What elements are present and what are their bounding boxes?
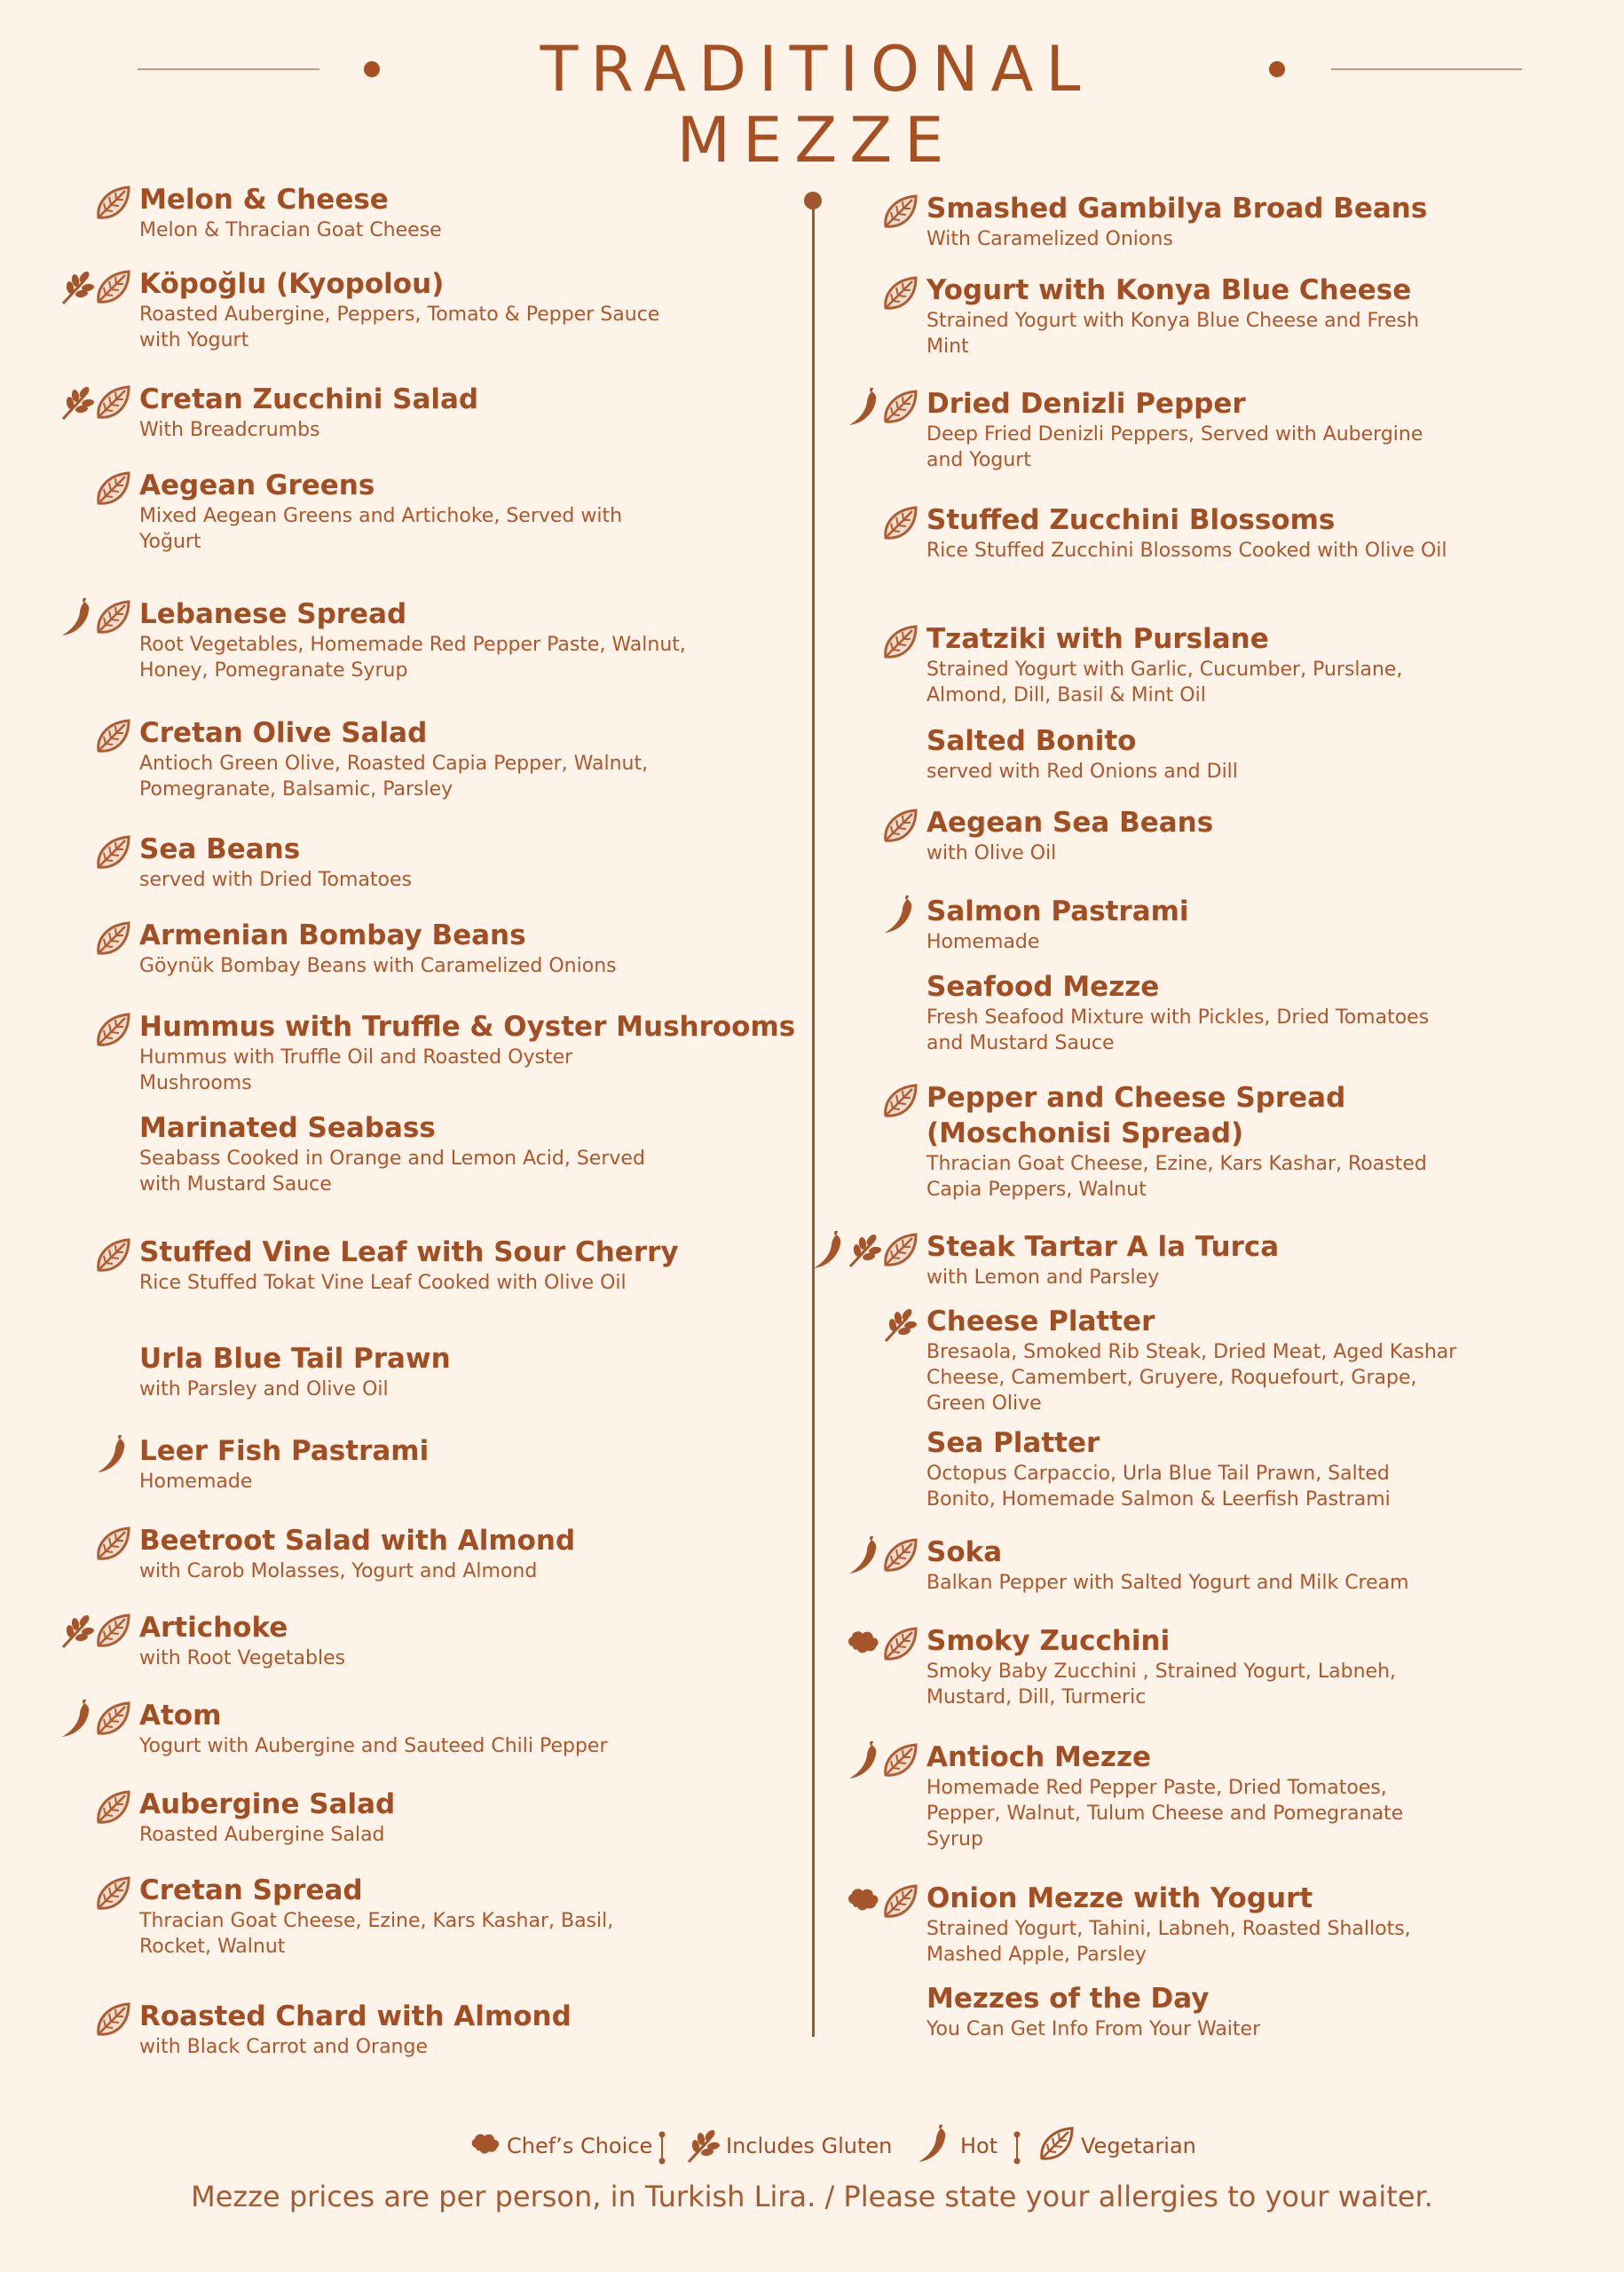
menu-item-name: Salted Bonito [926, 725, 1137, 757]
menu-item-antioch-mezze [926, 1740, 1459, 1852]
menu-item-description: Göynük Bombay Beans with Caramelized Onions [139, 955, 617, 977]
vegetarian-leaf-icon [880, 1231, 919, 1270]
menu-item-name: Aegean Sea Beans [926, 807, 1214, 839]
vegetarian-leaf-icon [880, 1536, 919, 1575]
vegetarian-leaf-icon [93, 268, 132, 307]
vegetarian-leaf-icon [880, 274, 919, 313]
menu-item-description: Homemade [139, 1471, 253, 1493]
vegetarian-leaf-icon [93, 383, 132, 422]
menu-item-sea-platter [926, 1425, 1459, 1512]
column-divider [812, 200, 815, 2037]
menu-item-description: with Carob Molasses, Yogurt and Almond [139, 1560, 538, 1582]
menu-item-description: Thracian Goat Cheese, Ezine, Kars Kashar, Roasted Capia Peppers, Walnut [926, 1153, 1427, 1201]
menu-item-name: Onion Mezze with Yogurt [926, 1882, 1313, 1914]
menu-item-salted-bonito [926, 723, 1459, 785]
menu-item-yogurt-with-konya-blue-cheese [926, 272, 1459, 359]
vegetarian-leaf-icon [93, 1874, 132, 1913]
menu-item-name: Marinated Seabass [139, 1112, 436, 1144]
menu-item-leer-fish-pastrami [139, 1433, 690, 1495]
menu-item-name: Cheese Platter [926, 1306, 1155, 1337]
vegetarian-leaf-icon [880, 504, 919, 543]
menu-item-description: with Olive Oil [926, 842, 1057, 864]
menu-item-description: served with Dried Tomatoes [139, 869, 412, 891]
menu-item-description: You Can Get Info From Your Waiter [926, 2018, 1261, 2040]
gluten-icon [58, 1612, 97, 1651]
menu-item-name: Aegean Greens [139, 469, 375, 501]
menu-item-description: Strained Yogurt, Tahini, Labneh, Roasted Shallots, Mashed Apple, Parsley [926, 1918, 1411, 1966]
menu-item-smashed-gambilya-broad-beans [926, 191, 1459, 252]
vegetarian-leaf-icon [880, 1625, 919, 1664]
menu-item-name: Sea Platter [926, 1427, 1100, 1459]
menu-item-roasted-chard-with-almond [139, 1999, 690, 2060]
menu-item-name: Beetroot Salad with Almond [139, 1525, 576, 1557]
vegetarian-leaf-icon [880, 1741, 919, 1780]
menu-item-marinated-seabass [139, 1110, 690, 1197]
footer-note: Mezze prices are per person, in Turkish Lira. / Please state your allergies to your waiter. [191, 2180, 1433, 2213]
chef-choice-icon [845, 1882, 884, 1921]
vegetarian-leaf-icon [880, 193, 919, 232]
header-rule-right [1331, 68, 1522, 70]
hot-pepper-icon [845, 1741, 884, 1780]
menu-item-description: Rice Stuffed Tokat Vine Leaf Cooked with Olive Oil [139, 1272, 627, 1294]
menu-item-description: Strained Yogurt with Konya Blue Cheese and Fresh Mint [926, 310, 1420, 358]
menu-item-description: with Parsley and Olive Oil [139, 1378, 389, 1400]
legend-gluten-label: Includes Gluten [726, 2134, 893, 2158]
menu-item-description: Roasted Aubergine, Peppers, Tomato & Pepper Sauce with Yogurt [139, 304, 660, 351]
menu-item-name: Cretan Spread [139, 1874, 363, 1906]
menu-title: TRADITIONAL MEZZE [540, 33, 1093, 177]
menu-item-name: Köpoğlu (Kyopolou) [139, 268, 445, 300]
menu-item-name: Salmon Pastrami [926, 895, 1189, 927]
menu-item-name: Mezzes of the Day [926, 1983, 1210, 2015]
menu-item-name: Cretan Olive Salad [139, 717, 428, 749]
menu-item-description: Homemade Red Pepper Paste, Dried Tomatoes, Pepper, Walnut, Tulum Cheese and Pomegranate Syrup [926, 1777, 1404, 1850]
menu-item-description: Deep Fried Denizli Peppers, Served with Aubergine and Yogurt [926, 423, 1423, 471]
menu-item-description: with Root Vegetables [139, 1647, 346, 1669]
menu-item-name: Yogurt with Konya Blue Cheese [926, 274, 1412, 306]
menu-item-name: Stuffed Zucchini Blossoms [926, 504, 1336, 536]
menu-item-description: Bresaola, Smoked Rib Steak, Dried Meat, Aged Kashar Cheese, Camembert, Gruyere, Roquefourt, Grape, Green Olive [926, 1341, 1457, 1415]
menu-item-k-po-lu-kyopolou [139, 266, 690, 353]
menu-item-lebanese-spread [139, 596, 690, 683]
gluten-icon [845, 1231, 884, 1270]
menu-item-name: Hummus with Truffle & Oyster Mushrooms [139, 1011, 796, 1043]
header-dot-right [1269, 61, 1285, 77]
vegetarian-leaf-icon [93, 717, 132, 756]
menu-item-stuffed-zucchini-blossoms [926, 502, 1459, 564]
vegetarian-leaf-icon [93, 1788, 132, 1827]
menu-item-description: Smoky Baby Zucchini , Strained Yogurt, Labneh, Mustard, Dill, Turmeric [926, 1661, 1396, 1708]
menu-item-soka [926, 1534, 1459, 1596]
gluten-icon [683, 2126, 722, 2166]
vegetarian-leaf-icon [93, 1700, 132, 1739]
menu-item-urla-blue-tail-prawn [139, 1341, 690, 1402]
header-dot-left [364, 61, 380, 77]
menu-item-description: Roasted Aubergine Salad [139, 1824, 385, 1846]
menu-item-description: Thracian Goat Cheese, Ezine, Kars Kashar, Basil, Rocket, Walnut [139, 1910, 614, 1958]
menu-item-description: Seabass Cooked in Orange and Lemon Acid, Served with Mustard Sauce [139, 1148, 645, 1195]
menu-item-name: Artichoke [139, 1612, 288, 1644]
menu-item-description: Hummus with Truffle Oil and Roasted Oyster Mushrooms [139, 1046, 573, 1094]
menu-item-name: Dried Denizli Pepper [926, 388, 1246, 420]
menu-item-description: Mixed Aegean Greens and Artichoke, Served with Yoğurt [139, 505, 623, 553]
menu-item-name: Melon & Cheese [139, 184, 389, 216]
menu-item-cretan-spread [139, 1873, 690, 1960]
menu-header [0, 33, 1624, 177]
menu-item-cretan-zucchini-salad [139, 382, 690, 443]
menu-item-name: Atom [139, 1700, 222, 1732]
vegetarian-leaf-icon [1037, 2125, 1076, 2164]
menu-item-description: With Caramelized Onions [926, 228, 1173, 250]
menu-item-description: Antioch Green Olive, Roasted Capia Pepper, Walnut, Pomegranate, Balsamic, Parsley [139, 753, 649, 801]
legend-hot-label: Hot [960, 2134, 998, 2158]
hot-pepper-icon [845, 388, 884, 427]
menu-item-name: Leer Fish Pastrami [139, 1435, 430, 1467]
vegetarian-leaf-icon [880, 388, 919, 427]
menu-item-name: Steak Tartar A la Turca [926, 1231, 1280, 1263]
menu-item-description: Octopus Carpaccio, Urla Blue Tail Prawn, Salted Bonito, Homemade Salmon & Leerfish Pastrami [926, 1463, 1391, 1511]
menu-item-name: Soka [926, 1536, 1003, 1568]
menu-item-cheese-platter [926, 1304, 1459, 1416]
vegetarian-leaf-icon [93, 184, 132, 223]
menu-item-dried-denizli-pepper [926, 386, 1459, 473]
hot-pepper-icon [809, 1231, 848, 1270]
menu-item-description: Homemade [926, 931, 1040, 953]
menu-item-name: Armenian Bombay Beans [139, 919, 526, 951]
menu-item-steak-tartar-a-la-turca [926, 1229, 1459, 1290]
vegetarian-leaf-icon [93, 2000, 132, 2039]
vegetarian-leaf-icon [880, 807, 919, 846]
menu-item-description: Rice Stuffed Zucchini Blossoms Cooked with Olive Oil [926, 540, 1447, 562]
menu-item-hummus-with-truffle-oyster-mushrooms [139, 1009, 796, 1096]
menu-item-name: Stuffed Vine Leaf with Sour Cherry [139, 1236, 679, 1268]
menu-item-smoky-zucchini [926, 1623, 1459, 1710]
menu-item-beetroot-salad-with-almond [139, 1523, 690, 1584]
vegetarian-leaf-icon [880, 1882, 919, 1921]
menu-item-description: with Black Carrot and Orange [139, 2036, 428, 2058]
legend-separator-icon [655, 2130, 669, 2166]
menu-item-armenian-bombay-beans [139, 918, 690, 979]
menu-item-description: Melon & Thracian Goat Cheese [139, 219, 442, 241]
menu-item-seafood-mezze [926, 969, 1459, 1056]
menu-item-name: Tzatziki with Purslane [926, 623, 1269, 655]
vegetarian-leaf-icon [93, 1011, 132, 1050]
menu-item-sea-beans [139, 832, 690, 893]
chef-choice-icon [469, 2128, 504, 2164]
vegetarian-leaf-icon [93, 1525, 132, 1564]
menu-item-aegean-sea-beans [926, 805, 1459, 866]
menu-item-mezzes-of-the-day [926, 1981, 1459, 2042]
chef-choice-icon [845, 1625, 884, 1664]
menu-item-description: Strained Yogurt with Garlic, Cucumber, Purslane, Almond, Dill, Basil & Mint Oil [926, 659, 1403, 706]
menu-item-name: Smoky Zucchini [926, 1625, 1171, 1657]
menu-item-description: Balkan Pepper with Salted Yogurt and Milk Cream [926, 1572, 1409, 1594]
menu-item-description: Yogurt with Aubergine and Sauteed Chili Pepper [139, 1735, 608, 1757]
menu-item-name: Antioch Mezze [926, 1741, 1152, 1773]
hot-pepper-icon [58, 598, 97, 637]
legend-vegetarian-label: Vegetarian [1081, 2134, 1196, 2158]
menu-item-name: Pepper and Cheese Spread (Moschonisi Spread) [926, 1082, 1346, 1149]
menu-item-name: Aubergine Salad [139, 1788, 396, 1820]
gluten-icon [880, 1306, 919, 1345]
menu-item-description: With Breadcrumbs [139, 419, 320, 441]
menu-item-description: Root Vegetables, Homemade Red Pepper Paste, Walnut, Honey, Pomegranate Syrup [139, 634, 686, 682]
menu-item-atom [139, 1698, 690, 1759]
menu-item-name: Smashed Gambilya Broad Beans [926, 193, 1428, 225]
hot-pepper-icon [880, 895, 919, 935]
menu-item-onion-mezze-with-yogurt [926, 1881, 1459, 1968]
vegetarian-leaf-icon [93, 1236, 132, 1275]
hot-pepper-icon [93, 1435, 132, 1474]
menu-item-name: Lebanese Spread [139, 598, 407, 630]
vegetarian-leaf-icon [93, 833, 132, 872]
hot-pepper-icon [914, 2125, 953, 2167]
menu-item-aubergine-salad [139, 1787, 690, 1848]
menu-item-pepper-and-cheese-spread-moschonisi-spread [926, 1080, 1459, 1203]
menu-item-name: Seafood Mezze [926, 971, 1160, 1003]
legend-chef-label: Chef’s Choice [507, 2134, 653, 2158]
menu-item-description: with Lemon and Parsley [926, 1266, 1160, 1289]
vegetarian-leaf-icon [880, 623, 919, 662]
vegetarian-leaf-icon [880, 1082, 919, 1121]
menu-item-name: Urla Blue Tail Prawn [139, 1343, 451, 1375]
menu-item-description: served with Red Onions and Dill [926, 761, 1238, 783]
menu-item-cretan-olive-salad [139, 715, 690, 802]
menu-item-stuffed-vine-leaf-with-sour-cherry [139, 1235, 690, 1296]
menu-item-aegean-greens [139, 468, 690, 555]
menu-item-melon-cheese [139, 182, 690, 243]
menu-item-name: Sea Beans [139, 833, 301, 865]
hot-pepper-icon [845, 1536, 884, 1575]
menu-item-salmon-pastrami [926, 894, 1459, 955]
vegetarian-leaf-icon [93, 919, 132, 958]
vegetarian-leaf-icon [93, 598, 132, 637]
menu-item-name: Cretan Zucchini Salad [139, 383, 479, 415]
menu-item-tzatziki-with-purslane [926, 621, 1459, 708]
hot-pepper-icon [58, 1700, 97, 1739]
legend [0, 2121, 1624, 2174]
gluten-icon [58, 268, 97, 307]
header-rule-left [138, 68, 319, 70]
vegetarian-leaf-icon [93, 1612, 132, 1651]
gluten-icon [58, 383, 97, 422]
menu-item-artichoke [139, 1610, 690, 1671]
menu-item-description: Fresh Seafood Mixture with Pickles, Dried Tomatoes and Mustard Sauce [926, 1006, 1430, 1054]
vegetarian-leaf-icon [93, 469, 132, 509]
legend-separator-icon [1010, 2130, 1024, 2166]
menu-item-name: Roasted Chard with Almond [139, 2000, 572, 2032]
